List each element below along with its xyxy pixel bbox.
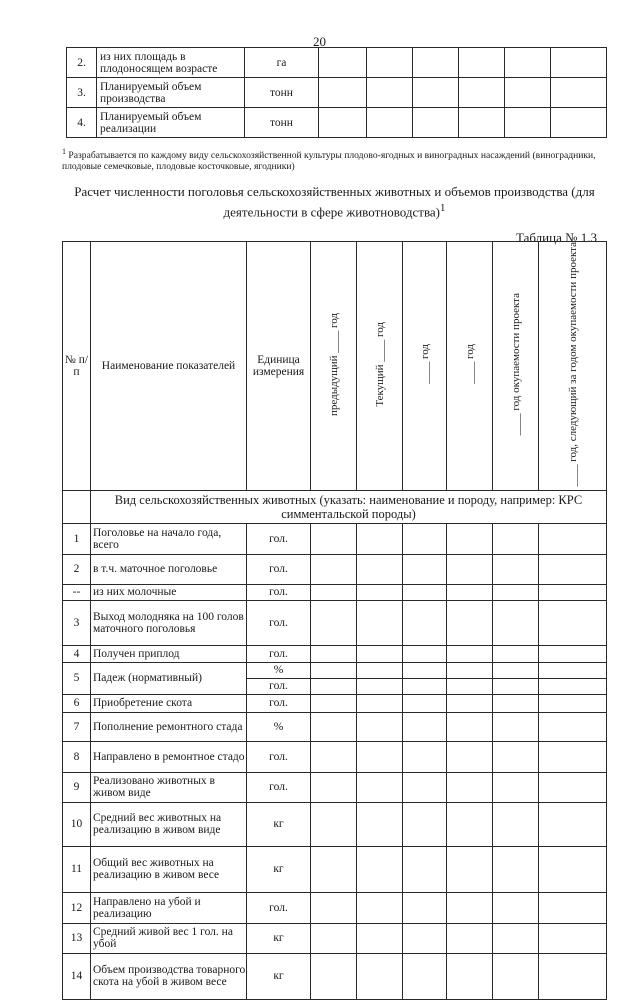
table-row	[63, 892, 607, 923]
row-unit: кг	[247, 923, 311, 953]
row-unit: тонн	[245, 78, 319, 108]
row-name: Планируемый объем производства	[97, 78, 245, 108]
footnote-mark: 1	[62, 147, 66, 156]
row-name: из них молочные	[91, 584, 247, 600]
row-number: 11	[63, 846, 91, 892]
table-row	[63, 600, 607, 645]
footnote-text: Разрабатывается по каждому виду сельскохозяйственной культуры плодово-ягодных и виноградных насаждений (виноградники, плодовые семечковые, плодовые косточковые, ягодники)	[62, 150, 596, 173]
row-number: 5	[63, 662, 91, 694]
row-number: 13	[63, 923, 91, 953]
row-number: 4	[63, 645, 91, 662]
page-number: 20	[313, 34, 326, 49]
row-name: Приобретение скота	[91, 694, 247, 712]
row-number: 1	[63, 523, 91, 554]
row-name: Падеж (нормативный)	[91, 662, 247, 694]
row-name: из них площадь в плодоносящем возрасте	[97, 48, 245, 78]
table-row	[63, 645, 607, 662]
header-col6: ____ год, следующий за годом окупаемости проекта	[566, 242, 579, 487]
header-num: № п/п	[63, 242, 91, 491]
row-name: Средний живой вес 1 гол. на убой	[91, 923, 247, 953]
row-number: 3	[63, 600, 91, 645]
row-unit: кг	[247, 846, 311, 892]
row-number: --	[63, 584, 91, 600]
row-name: Выход молодняка на 100 голов маточного поголовья	[91, 600, 247, 645]
row-number: 4.	[67, 108, 97, 138]
table-row	[63, 772, 607, 802]
row-unit: тонн	[245, 108, 319, 138]
row-unit: кг	[247, 953, 311, 999]
table-row	[67, 108, 607, 138]
row-name: Объем производства товарного скота на убой в живом весе	[91, 953, 247, 999]
row-unit: га	[245, 48, 319, 78]
row-name: Направлено на убой и реализацию	[91, 892, 247, 923]
header-col5: ____ год окупаемости проекта	[509, 293, 522, 436]
row-number: 14	[63, 953, 91, 999]
row-name: Поголовье на начало года, всего	[91, 523, 247, 554]
row-name: Направлено в ремонтное стадо	[91, 741, 247, 772]
header-unit: Единица измерения	[247, 242, 311, 491]
row-name: Получен приплод	[91, 645, 247, 662]
table-row	[63, 584, 607, 600]
row-number: 12	[63, 892, 91, 923]
livestock-table	[62, 241, 607, 1000]
row-unit: гол.	[247, 892, 311, 923]
header-col3: ____ год	[418, 344, 431, 385]
row-unit: гол.	[247, 584, 311, 600]
table-row	[63, 662, 607, 678]
header-name: Наименование показателей	[91, 242, 247, 491]
header-col2: Текущий ____ год	[373, 321, 386, 407]
row-name: Общий вес животных на реализацию в живом весе	[91, 846, 247, 892]
header-row	[63, 242, 607, 491]
row-unit: гол.	[247, 694, 311, 712]
table-row	[63, 953, 607, 999]
row-unit: %	[247, 662, 311, 678]
table-row	[63, 694, 607, 712]
table-row	[63, 923, 607, 953]
table-row	[63, 846, 607, 892]
table-row	[63, 802, 607, 846]
row-number: 3.	[67, 78, 97, 108]
table-row	[63, 741, 607, 772]
table-label: Таблица № 1.3	[515, 230, 597, 245]
group-row	[63, 490, 607, 523]
continuation-table	[66, 47, 607, 138]
row-name: Планируемый объем реализации	[97, 108, 245, 138]
row-unit: %	[247, 712, 311, 741]
section-title-text: Расчет численности поголовья сельскохозяйственных животных и объемов производства (для деятельности в сфере животноводства)	[74, 184, 595, 220]
row-number: 2	[63, 554, 91, 584]
section-title-mark: 1	[440, 202, 446, 214]
table-row	[63, 554, 607, 584]
row-name: Реализовано животных в живом виде	[91, 772, 247, 802]
row-unit: гол.	[247, 554, 311, 584]
row-number: 7	[63, 712, 91, 741]
row-name: Средний вес животных на реализацию в живом виде	[91, 802, 247, 846]
row-unit: гол.	[247, 600, 311, 645]
row-number: 2.	[67, 48, 97, 78]
table-row	[67, 78, 607, 108]
table-row	[67, 48, 607, 78]
row-number: 8	[63, 741, 91, 772]
table-row	[63, 523, 607, 554]
row-unit: гол.	[247, 772, 311, 802]
header-col1: предыдущий ____ год	[327, 312, 340, 416]
footnote	[62, 146, 607, 172]
row-unit: кг	[247, 802, 311, 846]
row-unit: гол.	[247, 645, 311, 662]
row-name: в т.ч. маточное поголовье	[91, 554, 247, 584]
header-col4: ____ год	[463, 344, 476, 385]
row-number: 6	[63, 694, 91, 712]
group-title: Вид сельскохозяйственных животных (указать: наименование и породу, например: КРС симментальской породы)	[91, 490, 607, 523]
table-row	[63, 712, 607, 741]
row-number: 10	[63, 802, 91, 846]
row-unit-secondary: гол.	[247, 678, 311, 694]
section-title	[62, 183, 607, 220]
row-unit: гол.	[247, 523, 311, 554]
row-name: Пополнение ремонтного стада	[91, 712, 247, 741]
row-unit: гол.	[247, 741, 311, 772]
row-number: 9	[63, 772, 91, 802]
